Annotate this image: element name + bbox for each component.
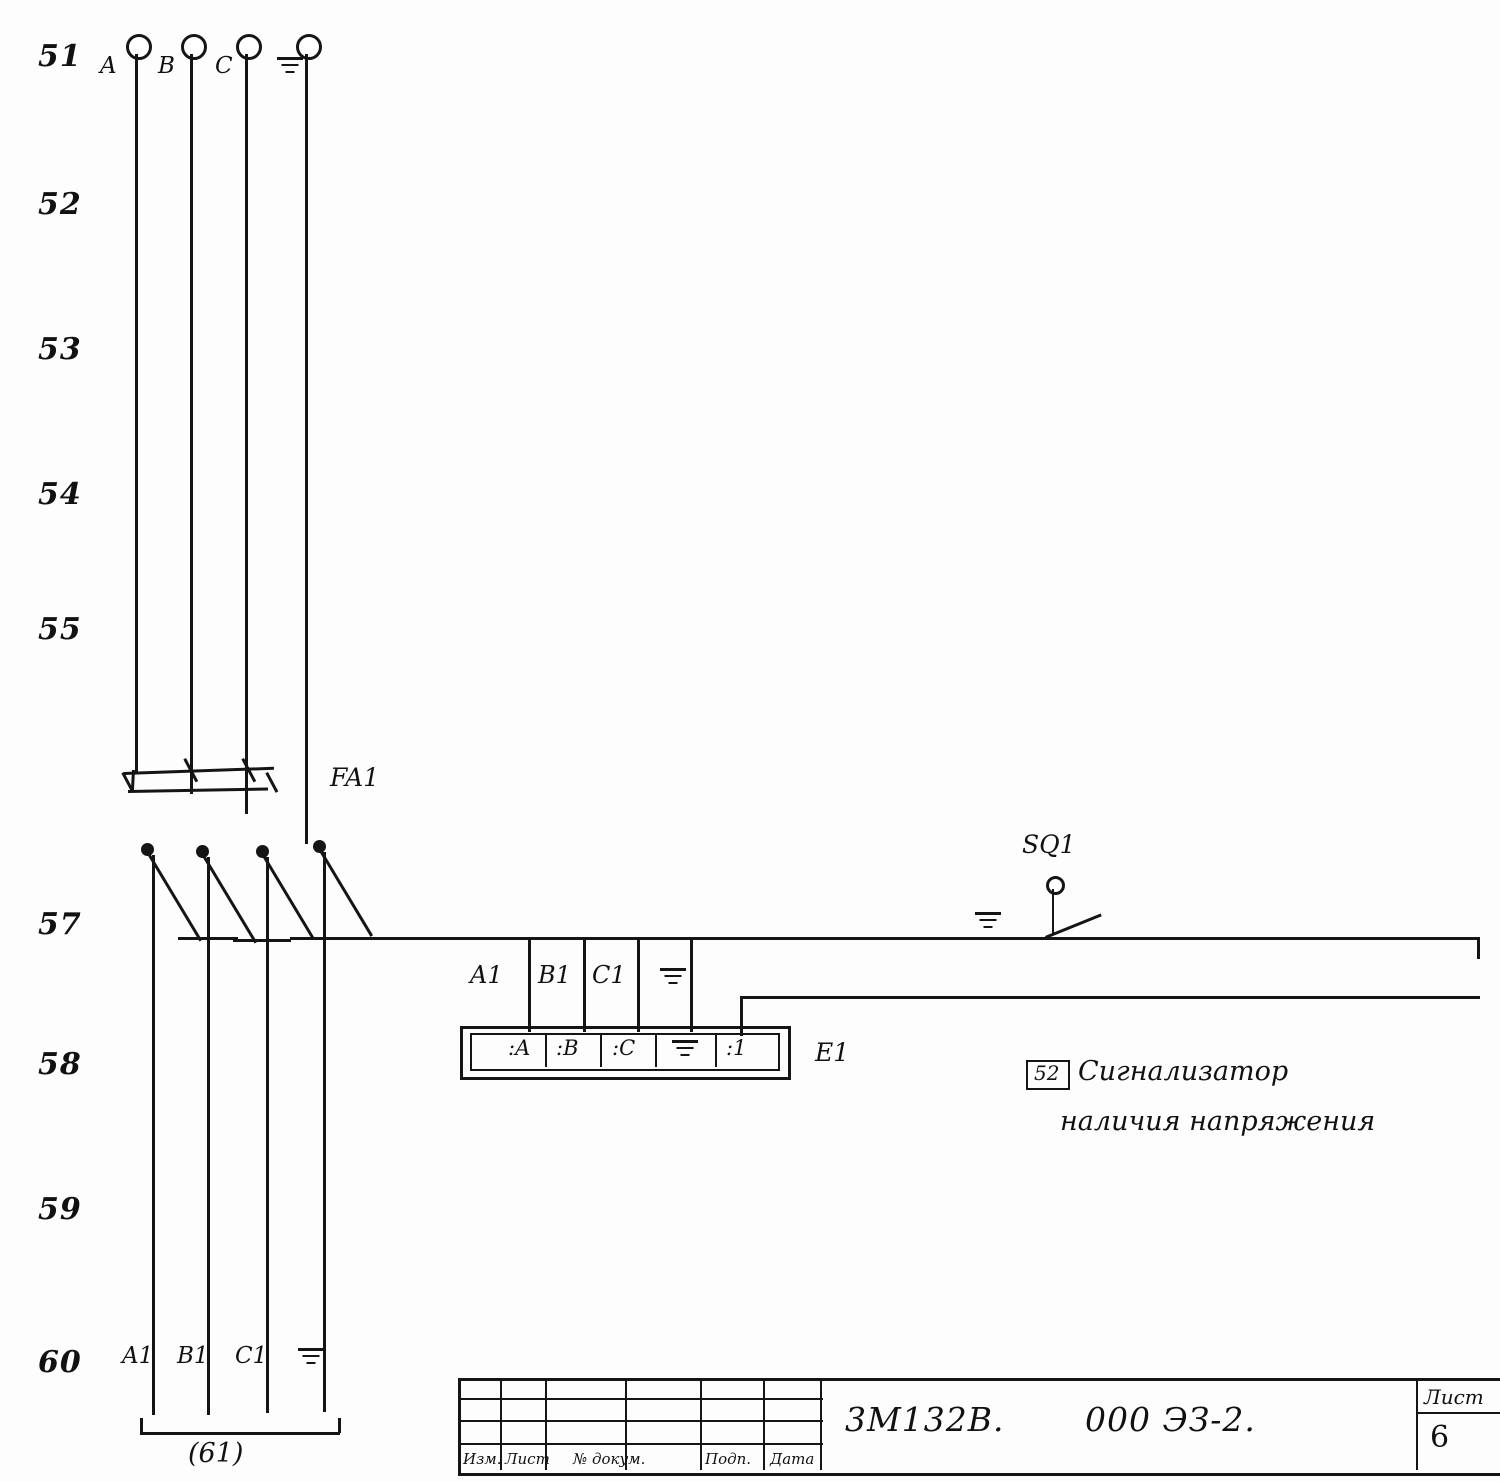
row-number-59: 59 <box>38 1192 82 1227</box>
terminal-label-a1: A1 <box>470 961 503 989</box>
device-label-e1: E1 <box>815 1038 850 1067</box>
row-number-60: 60 <box>38 1345 82 1380</box>
row-number-51: 51 <box>38 39 82 74</box>
title-block-doc-code: 000 ЭЗ-2. <box>1085 1400 1256 1439</box>
switch-stem-sq1 <box>1052 889 1054 935</box>
terminal-circle-b <box>181 34 207 60</box>
bus-line-a-top <box>135 54 138 774</box>
title-block-row-2 <box>458 1420 823 1422</box>
bus-line-c-top <box>245 54 248 814</box>
group-brace <box>140 1432 340 1435</box>
row-number-57: 57 <box>38 907 82 942</box>
title-block-col-podp: Подп. <box>705 1450 752 1468</box>
title-block-col-docnum: № докум. <box>573 1450 646 1468</box>
device-label-fa1: FA1 <box>330 763 380 792</box>
phase-label-b: B <box>158 53 175 79</box>
title-block-divider-7 <box>1416 1378 1418 1470</box>
terminal-circle-a <box>126 34 152 60</box>
row-number-58: 58 <box>38 1047 82 1082</box>
terminal-cell-a: :A <box>508 1036 531 1060</box>
title-block-designation: 3М132В. <box>845 1400 1005 1439</box>
terminal-label-c1: C1 <box>592 961 626 989</box>
return-bus-row57 <box>740 996 1480 999</box>
row-number-55: 55 <box>38 612 82 647</box>
main-bus-right-turn <box>1477 937 1480 959</box>
terminal-divider-4 <box>715 1033 717 1067</box>
bus-line-b1 <box>207 857 210 1415</box>
terminal-label-b1: B1 <box>538 961 571 989</box>
bus-line-b-top <box>190 54 193 794</box>
device-label-sq1: SQ1 <box>1022 830 1076 859</box>
title-block-divider-6 <box>820 1378 822 1470</box>
phase-label-a1: A1 <box>122 1343 154 1369</box>
title-block-sheet-divider <box>1416 1412 1500 1414</box>
main-bus-row57 <box>290 937 1480 940</box>
group-label: (61) <box>188 1438 244 1469</box>
title-block-divider-5 <box>763 1378 765 1470</box>
terminal-cell-1: :1 <box>726 1036 747 1060</box>
bus-line-a1 <box>152 855 155 1415</box>
phase-label-a: A <box>100 53 117 79</box>
title-block-row-1 <box>458 1398 823 1400</box>
terminal-divider-2 <box>600 1033 602 1067</box>
title-block-sheet-number: 6 <box>1430 1420 1451 1455</box>
row-number-54: 54 <box>38 477 82 512</box>
row-number-52: 52 <box>38 187 82 222</box>
bus-line-ground1 <box>323 852 326 1412</box>
phase-label-c1: C1 <box>235 1343 268 1369</box>
terminal-cell-c: :C <box>612 1036 636 1060</box>
drop-line-c1 <box>637 937 640 1032</box>
terminal-circle-c <box>236 34 262 60</box>
title-block-col-list: Лист <box>505 1450 550 1468</box>
bus-line-c1 <box>266 857 269 1413</box>
note-line-1: Сигнализатор <box>1078 1056 1289 1087</box>
bus-line-ground-top <box>305 54 308 844</box>
title-block-col-izm: Изм. <box>463 1450 502 1468</box>
title-block-row-3 <box>458 1443 823 1445</box>
terminal-divider-3 <box>655 1033 657 1067</box>
phase-label-b1: B1 <box>177 1343 209 1369</box>
stub-b <box>233 939 291 942</box>
terminal-cell-b: :B <box>556 1036 579 1060</box>
row-number-53: 53 <box>38 332 82 367</box>
terminal-divider-1 <box>545 1033 547 1067</box>
note-line-2: наличия напряжения <box>1060 1106 1376 1137</box>
title-block-divider-4 <box>700 1378 702 1470</box>
title-block-col-data: Дата <box>770 1450 815 1468</box>
group-brace-left <box>140 1418 143 1433</box>
group-brace-right <box>338 1418 341 1433</box>
drop-line-b1 <box>583 937 586 1032</box>
note-ref-number: 52 <box>1034 1061 1060 1085</box>
phase-label-c: C <box>215 53 233 79</box>
drop-line-a1 <box>528 937 531 1032</box>
switch-pivot-sq1 <box>1046 876 1065 895</box>
drop-line-ground <box>690 937 693 1032</box>
title-block-sheet-label: Лист <box>1424 1385 1484 1409</box>
